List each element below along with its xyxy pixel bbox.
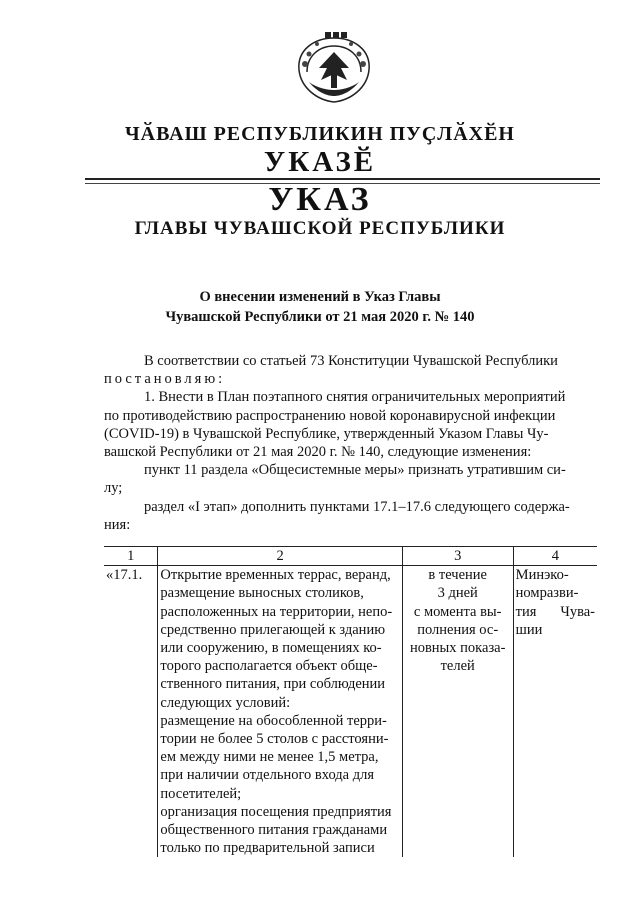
chuvash-ukaze-heading: УКАЗӖ [263, 146, 377, 178]
term-line: полнения ос- [417, 621, 499, 638]
body-paragraph-2 [104, 388, 597, 461]
description-line: ем между ними не менее 1,5 метра, [160, 749, 379, 766]
glavy-heading: ГЛАВЫ ЧУВАШСКОЙ РЕСПУБЛИКИ [134, 218, 506, 239]
description-line: следующих условий: [160, 694, 291, 711]
divider-thick [85, 178, 600, 180]
table-header-cell: 4 [513, 547, 597, 566]
row-number: «17.1. [104, 566, 158, 858]
description-line: торого располагается объект обще- [160, 658, 378, 675]
subject-line-2: Чувашской Республики от 21 мая 2020 г. № 140 [165, 309, 475, 325]
body-line: 1. Внести в План поэтапного снятия ограничительных мероприятий [144, 389, 566, 406]
description-line: посетителей; [160, 785, 242, 802]
responsible-line: шии [515, 621, 543, 638]
responsible-word: Чува- [560, 603, 595, 620]
body-line: ния: [104, 516, 131, 533]
description-line: средственно прилегающей к зданию [160, 621, 386, 638]
description-line: расположенных на территории, непо- [160, 603, 393, 620]
chuvash-title: ЧӐВАШ РЕСПУБЛИКИН ПУҪЛӐХӖН [124, 123, 515, 145]
body-line: пункт 11 раздела «Общесистемные меры» признать утратившим си- [144, 462, 566, 479]
row-description [158, 566, 402, 858]
term-line: новных показа- [409, 640, 506, 657]
ukaz-heading: УКАЗ [268, 181, 372, 218]
body-paragraph-3 [104, 461, 597, 497]
row-term [402, 566, 513, 858]
description-line: размещение на обособленной терри- [160, 712, 387, 729]
description-line: или сооружению, в помещениях ко- [160, 640, 382, 657]
description-line: размещение выносных столиков, [160, 585, 364, 602]
body-line: (COVID-19) в Чувашской Республике, утвержденный Указом Главы Чу- [104, 425, 549, 442]
subject-line-1: О внесении изменений в Указ Главы [199, 289, 441, 305]
table-header-cell: 2 [158, 547, 402, 566]
responsible-line [516, 603, 595, 621]
chuvash-emblem [289, 30, 379, 108]
term-line: в течение [428, 567, 487, 584]
body-paragraph-1: В соответствии со статьей 73 Конституции Чувашской Республики [144, 353, 558, 369]
table-header-cell: 1 [104, 547, 158, 566]
body-line: вашской Республики от 21 мая 2020 г. № 140, следующие изменения: [104, 444, 532, 461]
responsible-line: номразви- [515, 585, 579, 602]
decree-body [104, 352, 597, 534]
term-line: 3 дней [437, 585, 478, 602]
description-line: общественного питания гражданами [160, 822, 388, 839]
postanovlyayu: постановляю: [104, 371, 226, 388]
body-line: по противодействию распространению новой коронавирусной инфекции [104, 407, 556, 424]
body-line: раздел «I этап» дополнить пунктами 17.1–17.6 следующего содержа- [144, 498, 570, 515]
body-paragraph-4 [104, 498, 597, 534]
description-line: тории не более 5 столов с расстояни- [160, 731, 389, 748]
row-responsible [513, 566, 597, 858]
responsible-line: Минэко- [515, 567, 569, 584]
table-header-cell: 3 [402, 547, 513, 566]
term-line: телей [440, 658, 475, 675]
table-header-row [104, 547, 597, 566]
body-line: лу; [104, 480, 123, 497]
description-line: при наличии отдельного входа для [160, 767, 375, 784]
description-line: ственного питания, при соблюдении [160, 676, 386, 693]
description-line: Открытие временных террас, веранд, [160, 567, 391, 584]
description-line: только по предварительной записи [160, 840, 375, 857]
term-line: с момента вы- [413, 603, 502, 620]
responsible-word: тия [515, 603, 537, 620]
decree-subject [0, 287, 640, 327]
description-line: организация посещения предприятия [160, 803, 392, 820]
measures-table [104, 546, 597, 857]
table-row [104, 566, 597, 858]
